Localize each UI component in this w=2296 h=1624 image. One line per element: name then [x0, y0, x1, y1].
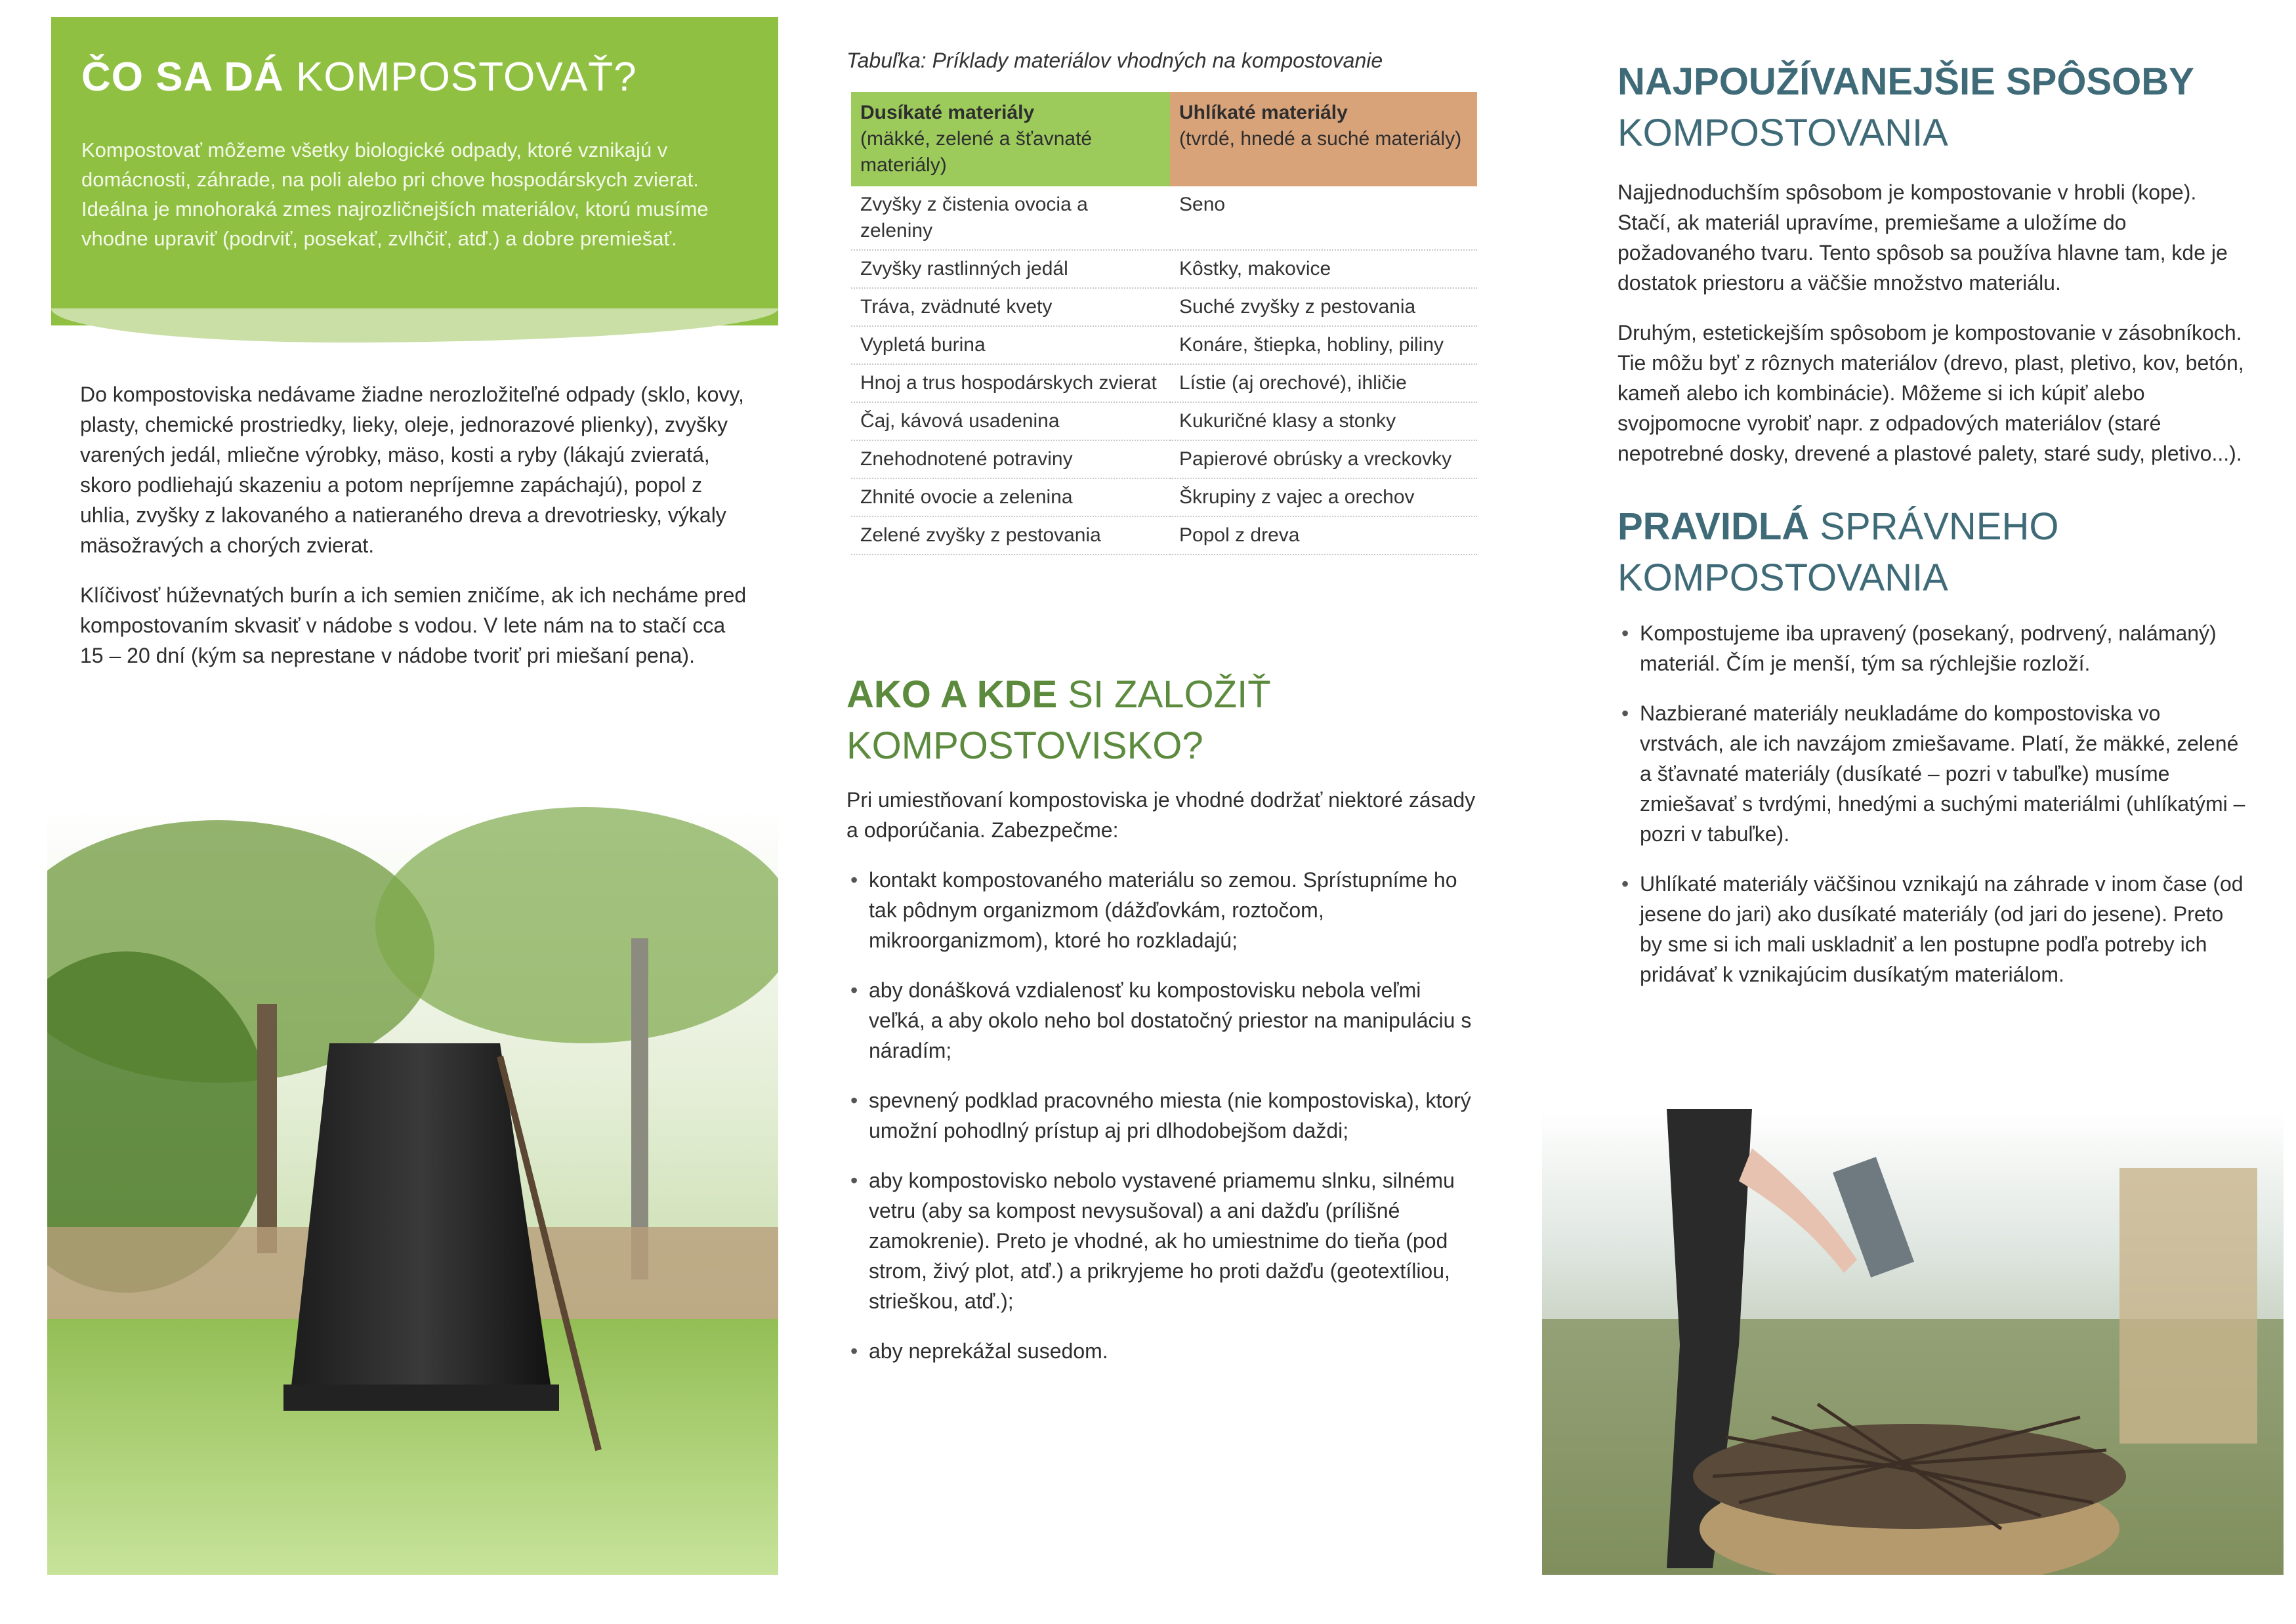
location-rules-list	[846, 865, 1476, 1366]
column-right	[1618, 56, 2247, 1009]
list-item: • Nazbierané materiály neukladáme do kompostoviska vo vrstvách, ale ich navzájom zmiešavame. Platí, že mäkké, zelené a šťavnaté materiály (dusíkaté – pozri v tabuľke) musíme zmiešavať s tvrdými, hnedými a suchými materiálmi (uhlíkatými – pozri v tabuľke).	[1618, 698, 2247, 849]
materials-table	[851, 92, 1477, 555]
section-title-rules: PRAVIDLÁ SPRÁVNEHO KOMPOSTOVANIA	[1618, 505, 2059, 599]
section-title-methods: NAJPOUŽÍVANEJŠIE SPÔSOBY KOMPOSTOVANIA	[1618, 60, 2194, 154]
photo-chopping-branches	[1542, 1109, 2284, 1575]
table-row: Čaj, kávová usadenina Kukuričné klasy a stonky	[851, 402, 1477, 440]
section-title-what-to-compost: ČO SA DÁ KOMPOSTOVAŤ?	[81, 54, 637, 100]
photo-compost-bin	[47, 807, 778, 1575]
list-item: • aby donášková vzdialenosť ku kompostovisku nebola veľmi veľká, a aby okolo neho bol dostatočný priestor na manipuláciu s náradím;	[846, 975, 1476, 1066]
paragraph-intro: Pri umiestňovaní kompostoviska je vhodné dodržať niektoré zásady a odporúčania. Zabezpečme:	[846, 788, 1476, 842]
list-item: • aby kompostovisko nebolo vystavené priamemu slnku, silnému vetru (aby sa kompost nevysušoval) a ani dažďu (prílišné zamokrenie). Preto je vhodné, ak ho umiestnime do tieňa (pod strom, živý plot, atď.) a prikryjeme ho proti dažďu (geotextíliou, strieškou, atď.);	[846, 1165, 1476, 1316]
section-title-where-to-set-up: AKO A KDE SI ZALOŽIŤ KOMPOSTOVISKO?	[846, 673, 1271, 767]
compost-rules-list	[1618, 618, 2247, 989]
table-row: Tráva, zvädnuté kvety Suché zvyšky z pestovania	[851, 288, 1477, 326]
table-row: Zvyšky z čistenia ovocia a zeleniny Seno	[851, 186, 1477, 250]
paragraph-method-heap: Najjednoduchším spôsobom je kompostovanie v hrobli (kope). Stačí, ak materiál upravíme, premiešame a uložíme do požadovaného tvaru. Tento spôsob sa používa hlavne tam, kde je dostatok priestoru a väčšie množstvo materiálu.	[1618, 180, 2228, 295]
table-row: Hnoj a trus hospodárskych zvierat Lístie (aj orechové), ihličie	[851, 364, 1477, 402]
header-carbon: Uhlíkaté materiály (tvrdé, hnedé a suché materiály)	[1170, 92, 1477, 186]
paragraph-excluded-waste: Do kompostoviska nedávame žiadne nerozložiteľné odpady (sklo, kovy, plasty, chemické prostriedky, lieky, oleje, jednorazové plienky), zvyšky varených jedál, mliečne výrobky, mäso, kosti a ryby (lákajú zvieratá, skoro podliehajú skazeniu a potom nepríjemne zapáchajú), popol z uhlia, zvyšky z lakovaného a natieraného dreva a drevotriesky, výkaly mäsožravých a chorých zvierat.	[80, 383, 744, 557]
table-row: Zhnité ovocie a zelenina Škrupiny z vajec a orechov	[851, 478, 1477, 516]
banner-text: Kompostovať môžeme všetky biologické odpady, ktoré vznikajú v domácnosti, záhrade, na poli alebo pri chove hospodárskych zvierat. Ideálna je mnohoraká zmes najrozličnejších materiálov, ktorú musíme vhodne upraviť (podrviť, posekať, zvlhčiť, atď.) a dobre premiešať.	[81, 138, 709, 250]
table-caption: Tabuľka: Príklady materiálov vhodných na kompostovanie	[846, 49, 1383, 72]
header-nitrogen: Dusíkaté materiály (mäkké, zelené a šťavnaté materiály)	[851, 92, 1170, 186]
table-row: Znehodnotené potraviny Papierové obrúsky a vreckovky	[851, 440, 1477, 478]
column-middle	[846, 669, 1476, 1386]
list-item: • spevnený podklad pracovného miesta (nie kompostoviska), ktorý umožní pohodlný prístup aj pri dlhodobejšom daždi;	[846, 1085, 1476, 1146]
list-item: • Kompostujeme iba upravený (posekaný, podrvený, nalámaný) materiál. Čím je menší, tým sa rýchlejšie rozloží.	[1618, 618, 2247, 678]
table-row: Vypletá burina Konáre, štiepka, hobliny, piliny	[851, 326, 1477, 364]
table-row: Zelené zvyšky z pestovania Popol z dreva	[851, 516, 1477, 554]
paragraph-method-containers: Druhým, estetickejším spôsobom je kompostovanie v zásobníkoch. Tie môžu byť z rôznych materiálov (drevo, plast, pletivo, kov, betón, kameň alebo ich kombinácie). Môžeme si ich kúpiť alebo svojpomocne vyrobiť napr. z odpadových materiálov (staré nepotrebné dosky, drevené a plastové palety, staré sudy, pletivo...).	[1618, 321, 2244, 465]
column-left	[80, 379, 749, 690]
table-row: Zvyšky rastlinných jedál Kôstky, makovice	[851, 250, 1477, 288]
list-item: • aby neprekážal susedom.	[846, 1336, 1476, 1366]
intro-banner	[51, 17, 778, 325]
list-item: • Uhlíkaté materiály väčšinou vznikajú na záhrade v inom čase (od jesene do jari) ako dusíkaté materiály (od jari do jesene). Preto by sme si ich mali uskladniť a len postupne podľa potreby ich pridávať k vznikajúcim dusíkatým materiálom.	[1618, 869, 2247, 989]
paragraph-weeds: Klíčivosť húževnatých burín a ich semien zničíme, ak ich necháme pred kompostovaním skvasiť v nádobe s vodou. V lete nám na to stačí cca 15 – 20 dní (kým sa neprestane v nádobe tvoriť pri miešaní pena).	[80, 583, 747, 667]
list-item: • kontakt kompostovaného materiálu so zemou. Sprístupníme ho tak pôdnym organizmom (dážďovkám, roztočom, mikroorganizmom), ktoré ho rozkladajú;	[846, 865, 1476, 955]
